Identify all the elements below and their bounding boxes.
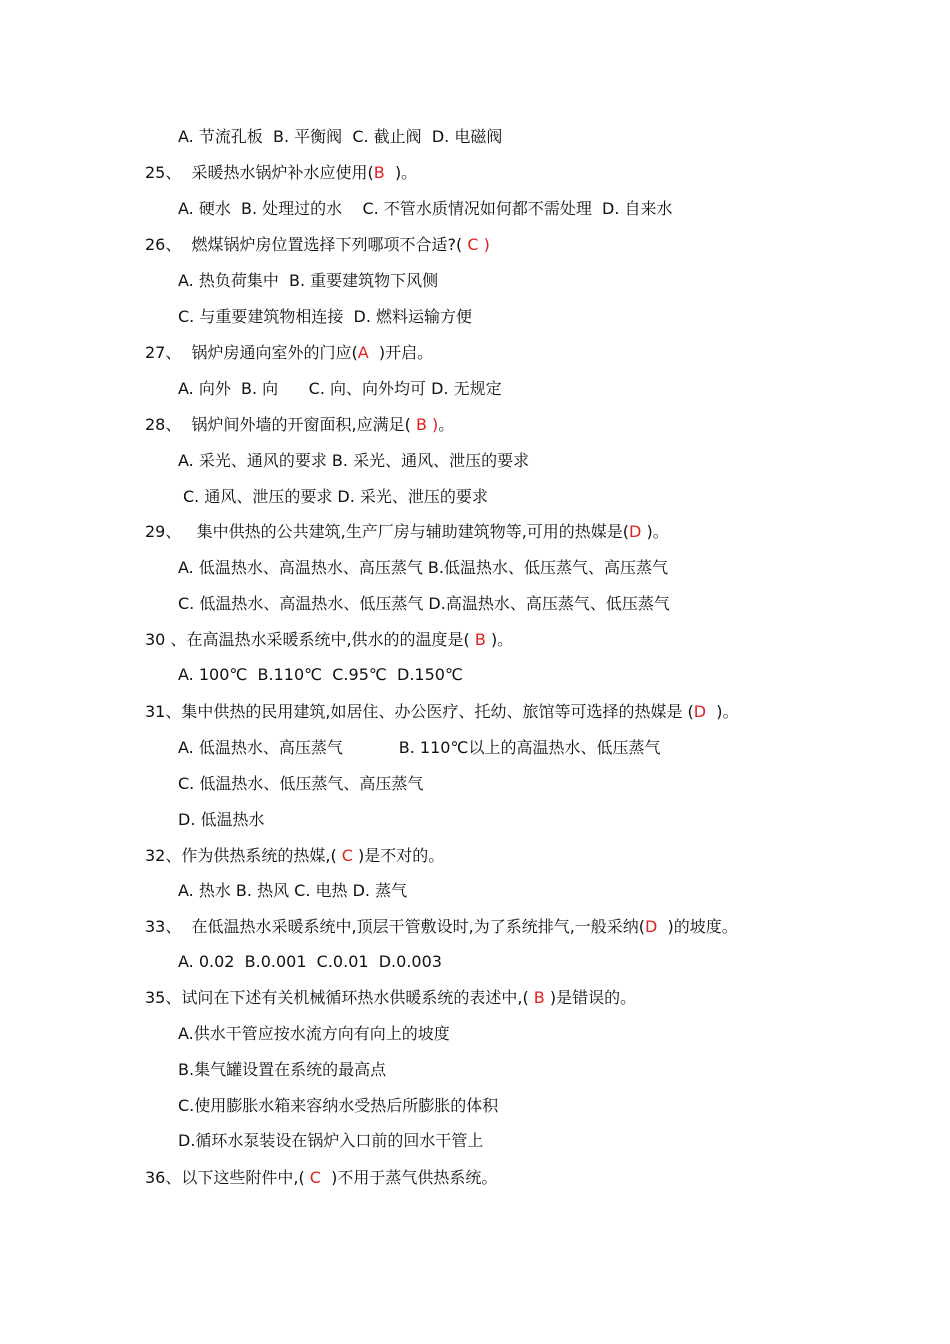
option-line bbox=[178, 307, 472, 327]
line-text: 33、 在低温热水采暖系统中,顶层干管敷设时,为了系统排气,一般采纳( bbox=[145, 917, 646, 936]
answer-mark: C bbox=[309, 1168, 332, 1187]
option-line bbox=[178, 881, 407, 901]
line-text: A. 低温热水、高温热水、高压蒸气 B.低温热水、低压蒸气、高压蒸气 bbox=[178, 558, 668, 577]
option-line bbox=[178, 451, 529, 471]
option-line bbox=[178, 774, 423, 794]
line-text: 31、集中供热的民用建筑,如居住、办公医疗、托幼、旅馆等可选择的热媒是 ( bbox=[145, 702, 694, 721]
line-text: A. 向外 B. 向 C. 向、向外均可 D. 无规定 bbox=[178, 379, 502, 398]
option-line bbox=[178, 271, 438, 291]
option-line bbox=[178, 952, 442, 972]
line-text: 36、以下这些附件中,( bbox=[145, 1168, 310, 1187]
line-text: A. 热水 B. 热风 C. 电热 D. 蒸气 bbox=[178, 881, 408, 900]
question-line bbox=[145, 702, 739, 722]
answer-mark: A bbox=[357, 343, 379, 362]
line-text: 26、 燃煤锅炉房位置选择下列哪项不合适?( bbox=[145, 235, 468, 254]
line-text: C. 低温热水、低压蒸气、高压蒸气 bbox=[178, 774, 424, 793]
line-text-tail: )是不对的。 bbox=[358, 846, 445, 865]
line-text: A. 低温热水、高压蒸气 B. 110℃以上的高温热水、低压蒸气 bbox=[178, 738, 661, 757]
question-line bbox=[145, 917, 738, 937]
line-text: C. 与重要建筑物相连接 D. 燃料运输方便 bbox=[178, 307, 473, 326]
question-line bbox=[145, 988, 636, 1008]
line-text-tail: )。 bbox=[716, 702, 739, 721]
line-text: A. 硬水 B. 处理过的水 C. 不管水质情况如何都不需处理 D. 自来水 bbox=[178, 199, 673, 218]
answer-mark: B bbox=[373, 163, 395, 182]
line-text: 27、 锅炉房通向室外的门应( bbox=[145, 343, 358, 362]
option-line bbox=[178, 1060, 386, 1080]
line-text: A. 采光、通风的要求 B. 采光、通风、泄压的要求 bbox=[178, 451, 530, 470]
question-line bbox=[145, 343, 433, 363]
line-text-tail: )。 bbox=[490, 630, 514, 649]
line-text: C. 低温热水、高温热水、低压蒸气 D.高温热水、高压蒸气、低压蒸气 bbox=[178, 594, 670, 613]
question-line bbox=[145, 846, 444, 866]
option-line bbox=[178, 127, 502, 147]
line-text: 29、 集中供热的公共建筑,生产厂房与辅助建筑物等,可用的热媒是( bbox=[145, 522, 630, 541]
line-text: 25、 采暖热水锅炉补水应使用( bbox=[145, 163, 374, 182]
line-text: 32、作为供热系统的热媒,( bbox=[145, 846, 342, 865]
option-line bbox=[178, 810, 265, 830]
option-line bbox=[178, 1131, 483, 1151]
line-text-tail: )。 bbox=[646, 522, 669, 541]
option-line bbox=[178, 665, 463, 685]
line-text-tail: )。 bbox=[394, 163, 418, 182]
line-text: 35、试问在下述有关机械循环热水供暖系统的表述中,( bbox=[145, 988, 534, 1007]
option-line bbox=[178, 1096, 498, 1116]
option-line bbox=[178, 738, 660, 758]
option-line bbox=[178, 558, 668, 578]
question-line bbox=[145, 163, 417, 183]
answer-mark: D bbox=[693, 702, 717, 721]
line-text: D.循环水泵装设在锅炉入口前的回水干管上 bbox=[178, 1131, 484, 1150]
line-text: A. 100℃ B.110℃ C.95℃ D.150℃ bbox=[178, 665, 463, 684]
line-text: C.使用膨胀水箱来容纳水受热后所膨胀的体积 bbox=[178, 1096, 499, 1115]
answer-mark: B bbox=[474, 630, 491, 649]
line-text: A. 节流孔板 B. 平衡阀 C. 截止阀 D. 电磁阀 bbox=[178, 127, 503, 146]
option-line bbox=[178, 594, 670, 614]
question-line bbox=[145, 630, 513, 650]
option-line bbox=[178, 379, 502, 399]
line-text-tail: )的坡度。 bbox=[667, 917, 738, 936]
line-text: 28、 锅炉间外墙的开窗面积,应满足( bbox=[145, 415, 416, 434]
line-text: A. 热负荷集中 B. 重要建筑物下风侧 bbox=[178, 271, 439, 290]
option-line bbox=[178, 199, 673, 219]
question-line bbox=[145, 1168, 497, 1188]
answer-mark: B ) bbox=[415, 415, 439, 434]
answer-mark: B bbox=[533, 988, 550, 1007]
question-line bbox=[145, 415, 454, 435]
line-text: A. 0.02 B.0.001 C.0.01 D.0.003 bbox=[178, 952, 442, 971]
question-line bbox=[145, 235, 490, 255]
line-text-tail: )开启。 bbox=[378, 343, 434, 362]
question-line bbox=[145, 522, 669, 542]
option-line bbox=[178, 1024, 450, 1044]
line-text-tail: 。 bbox=[438, 415, 455, 434]
line-text: C. 通风、泄压的要求 D. 采光、泄压的要求 bbox=[183, 487, 488, 506]
answer-mark: D bbox=[645, 917, 668, 936]
line-text-tail: )是错误的。 bbox=[549, 988, 637, 1007]
line-text: 30 、在高温热水采暖系统中,供水的的温度是( bbox=[145, 630, 475, 649]
line-text: B.集气罐设置在系统的最高点 bbox=[178, 1060, 387, 1079]
answer-mark: D bbox=[629, 522, 647, 541]
line-text: D. 低温热水 bbox=[178, 810, 265, 829]
line-text-tail: )不用于蒸气供热系统。 bbox=[331, 1168, 498, 1187]
line-text: A.供水干管应按水流方向有向上的坡度 bbox=[178, 1024, 450, 1043]
answer-mark: C ) bbox=[467, 235, 490, 254]
answer-mark: C bbox=[341, 846, 359, 865]
option-line bbox=[183, 487, 488, 507]
